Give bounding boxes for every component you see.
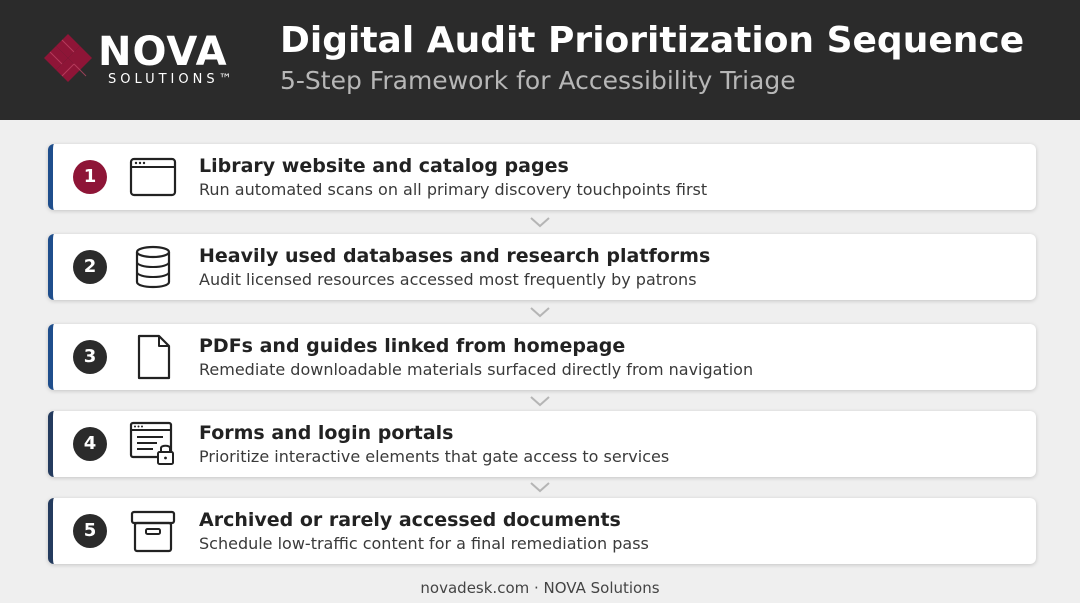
step-title: Forms and login portals [199, 422, 454, 444]
step-card-5 [48, 498, 1036, 564]
step-title: Heavily used databases and research platforms [199, 245, 711, 267]
brand-logo [40, 30, 250, 92]
database-icon [129, 244, 177, 290]
document-icon [129, 334, 177, 380]
nova-logo-icon [42, 32, 94, 84]
step-card-3 [48, 324, 1036, 390]
step-card-4 [48, 411, 1036, 477]
form-lock-icon [129, 421, 177, 467]
step-description: Remediate downloadable materials surfaced directly from navigation [199, 360, 754, 379]
step-card-2 [48, 234, 1036, 300]
step-card-1 [48, 144, 1036, 210]
step-description: Run automated scans on all primary discovery touchpoints first [199, 180, 708, 199]
step-number-badge: 4 [73, 427, 107, 461]
page-subtitle: 5-Step Framework for Accessibility Triage [280, 66, 796, 95]
step-description: Prioritize interactive elements that gate access to services [199, 447, 670, 466]
chevron-down-icon [529, 306, 551, 318]
page-title: Digital Audit Prioritization Sequence [280, 20, 1025, 61]
brand-name: NOVA [98, 29, 228, 75]
step-description: Schedule low-traffic content for a final remediation pass [199, 534, 649, 553]
step-number-badge: 1 [73, 160, 107, 194]
step-description: Audit licensed resources accessed most frequently by patrons [199, 270, 697, 289]
chevron-down-icon [529, 395, 551, 407]
browser-window-icon [129, 154, 177, 200]
step-number-badge: 2 [73, 250, 107, 284]
chevron-down-icon [529, 216, 551, 228]
step-title: Archived or rarely accessed documents [199, 509, 621, 531]
footer-credit: novadesk.com · NOVA Solutions [420, 579, 660, 597]
chevron-down-icon [529, 481, 551, 493]
brand-subtitle: SOLUTIONS™ [108, 72, 236, 87]
header-bar [0, 0, 1080, 120]
step-title: Library website and catalog pages [199, 155, 569, 177]
archive-box-icon [129, 508, 177, 554]
step-number-badge: 3 [73, 340, 107, 374]
step-number-badge: 5 [73, 514, 107, 548]
step-title: PDFs and guides linked from homepage [199, 335, 626, 357]
